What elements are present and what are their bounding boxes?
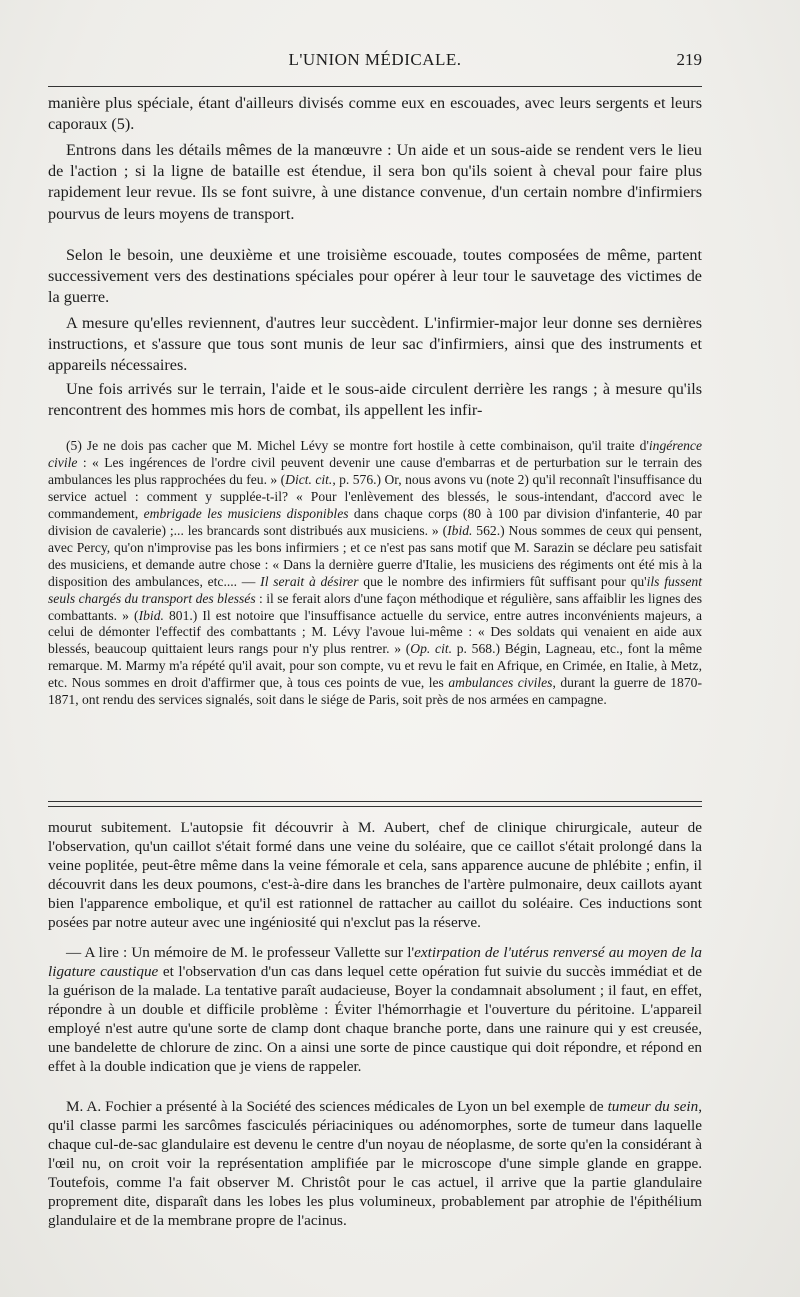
page-number: 219	[676, 50, 702, 69]
footnote-5: (5) Je ne dois pas cacher que M. Michel Lévy se montre fort hostile à cette combinaison, qu'il traite d'ingérence civile : « Les ingérences de l'ordre civil peuvent devenir une cause d'embarras et de perturbation sur le terrain des ambulances les plus rapprochées du feu. » (Dict. cit., p. 576.) Or, nous avons vu (note 2) qu'il reconnaît l'insuffisance du service actuel : comment y supplée-t-il? « Pour l'enlèvement des blessés, le sous-intendant, d'accord avec le commandement, embrigade les musiciens disponibles dans chaque corps (80 à 100 par division d'infanterie, 40 par division de cavalerie) ;... les brancards sont distribués aux musiciens. » (Ibid. 562.) Nous sommes de ceux qui pensent, avec Percy, qu'on n'improvise pas les bons infirmiers ; et ce n'est pas sans motif que M. Sarazin se déclare peu satisfait des musiciens, et demande autre chose : « Dans la dernière guerre d'Italie, les musiciens des régiments ont été mis à la disposition des ambulances, etc.... — Il serait à désirer que le nombre des infirmiers fût suffisant pour qu'ils fussent seuls chargés du transport des blessés : il se ferait alors d'une façon méthodique et régulière, sans affaiblir les lignes des combattants. » (Ibid. 801.) Il est notoire que l'insuffisance actuelle du service, entre autres inconvénients majeurs, a celui de démonter l'effectif des combattants ; M. Lévy l'avoue lui-même : « Des soldats qui venaient en aide aux blessés, beaucoup quittaient leurs rangs pour n'y plus rentrer. » (Op. cit. p. 568.) Bégin, Lagneau, etc., font la même remarque. M. Marmy m'a répété qu'il avait, pour son compte, vu et revu le fait en Afrique, en Crimée, en Italie, à Metz, etc. Nous sommes en droit d'affirmer que, à tous ces points de vue, les ambulances civiles, durant la guerre de 1870-1871, ont rendu des services signalés, soit dans le siége de Paris, soit près de nos armées en campagne.	[48, 438, 702, 708]
body-paragraph-3: Selon le besoin, une deuxième et une troisième escouade, toutes composées de même, partent successivement vers des destinations spéciales pour opérer à leur tour le sauvetage des victimes de la guerre.	[48, 246, 702, 307]
body-paragraph-2: Entrons dans les détails mêmes de la manœuvre : Un aide et un sous-aide se rendent vers le lieu de l'action ; si la ligne de bataille est étendue, il sera bon qu'ils soient à cheval pour faire plus rapidement leur revue. Ils se font suivre, à une distance convenue, d'un certain nombre d'infirmiers pourvus de leurs moyens de transport.	[48, 141, 702, 223]
lower-paragraph-1: mourut subitement. L'autopsie fit découvrir à M. Aubert, chef de clinique chirurgicale, auteur de l'observation, qu'un caillot s'était formé dans une veine du soléaire, que ce caillot s'était prolongé dans la veine poplitée, peut-être même dans la veine fémorale et cela, sans apparence aucune de phlébite ; enfin, il découvrit dans les deux poumons, c'est-à-dire dans les branches de l'artère pulmonaire, deux caillots ayant bien l'apparence embolique, et qu'il est rationnel de rattacher au caillot du soléaire. Ces inductions sont posées par notre auteur avec une ingéniosité qui n'exclut pas la réserve.	[48, 819, 702, 932]
lower-paragraph-3: M. A. Fochier a présenté à la Société des sciences médicales de Lyon un bel exemple de tumeur du sein, qu'il classe parmi les sarcômes fasciculés périaciniques ou adénomorphes, sorte de tumeur dans laquelle chaque cul-de-sac glandulaire est devenu le centre d'un noyau de néoplasme, de sorte qu'en la considérant à l'œil nu, on croit voir la représentation amplifiée par le microscope d'une simple glande en grappe. Toutefois, comme l'a fait observer M. Christôt pour le cas actuel, il arrive que la partie glandulaire proprement dite, disparaît dans les lobes les plus volumineux, probablement par atrophie de l'épithélium glandulaire et de la membrane propre de l'acinus.	[48, 1098, 703, 1230]
body-paragraph-1: manière plus spéciale, étant d'ailleurs divisés comme eux en escouades, avec leurs sergents et leurs caporaux (5).	[48, 94, 702, 134]
body-paragraph-4: A mesure qu'elles reviennent, d'autres leur succèdent. L'infirmier-major leur donne ses dernières instructions, et s'assure que tous sont munis de leur sac d'infirmiers, ainsi que des instruments et appareils nécessaires.	[48, 314, 702, 375]
lower-paragraph-2: — A lire : Un mémoire de M. le professeur Vallette sur l'extirpation de l'utérus renversé au moyen de la ligature caustique et l'observation d'un cas dans lequel cette opération fut suivie du succès immédiat et de la guérison de la malade. La tentative paraît audacieuse, Boyer la condamnait absolument ; il faut, en effet, répondre à un double et difficile problème : Éviter l'hémorrhagie et l'ouverture du péritoine. L'appareil employé n'est autre qu'une sorte de clamp dont chaque branche porte, dans une rainure qui y est creusée, une bandelette de chlorure de zinc. On a ainsi une sorte de pince caustique qui doit répondre, et répond en effet à la double indication que je viens de rappeler.	[48, 944, 702, 1076]
running-header	[48, 50, 702, 76]
header-rule	[48, 86, 702, 87]
journal-title: L'UNION MÉDICALE.	[288, 50, 462, 69]
section-divider	[48, 801, 702, 807]
body-paragraph-5: Une fois arrivés sur le terrain, l'aide et le sous-aide circulent derrière les rangs ; à mesure qu'ils rencontrent des hommes mis hors de combat, ils appellent les infir-	[48, 380, 702, 420]
